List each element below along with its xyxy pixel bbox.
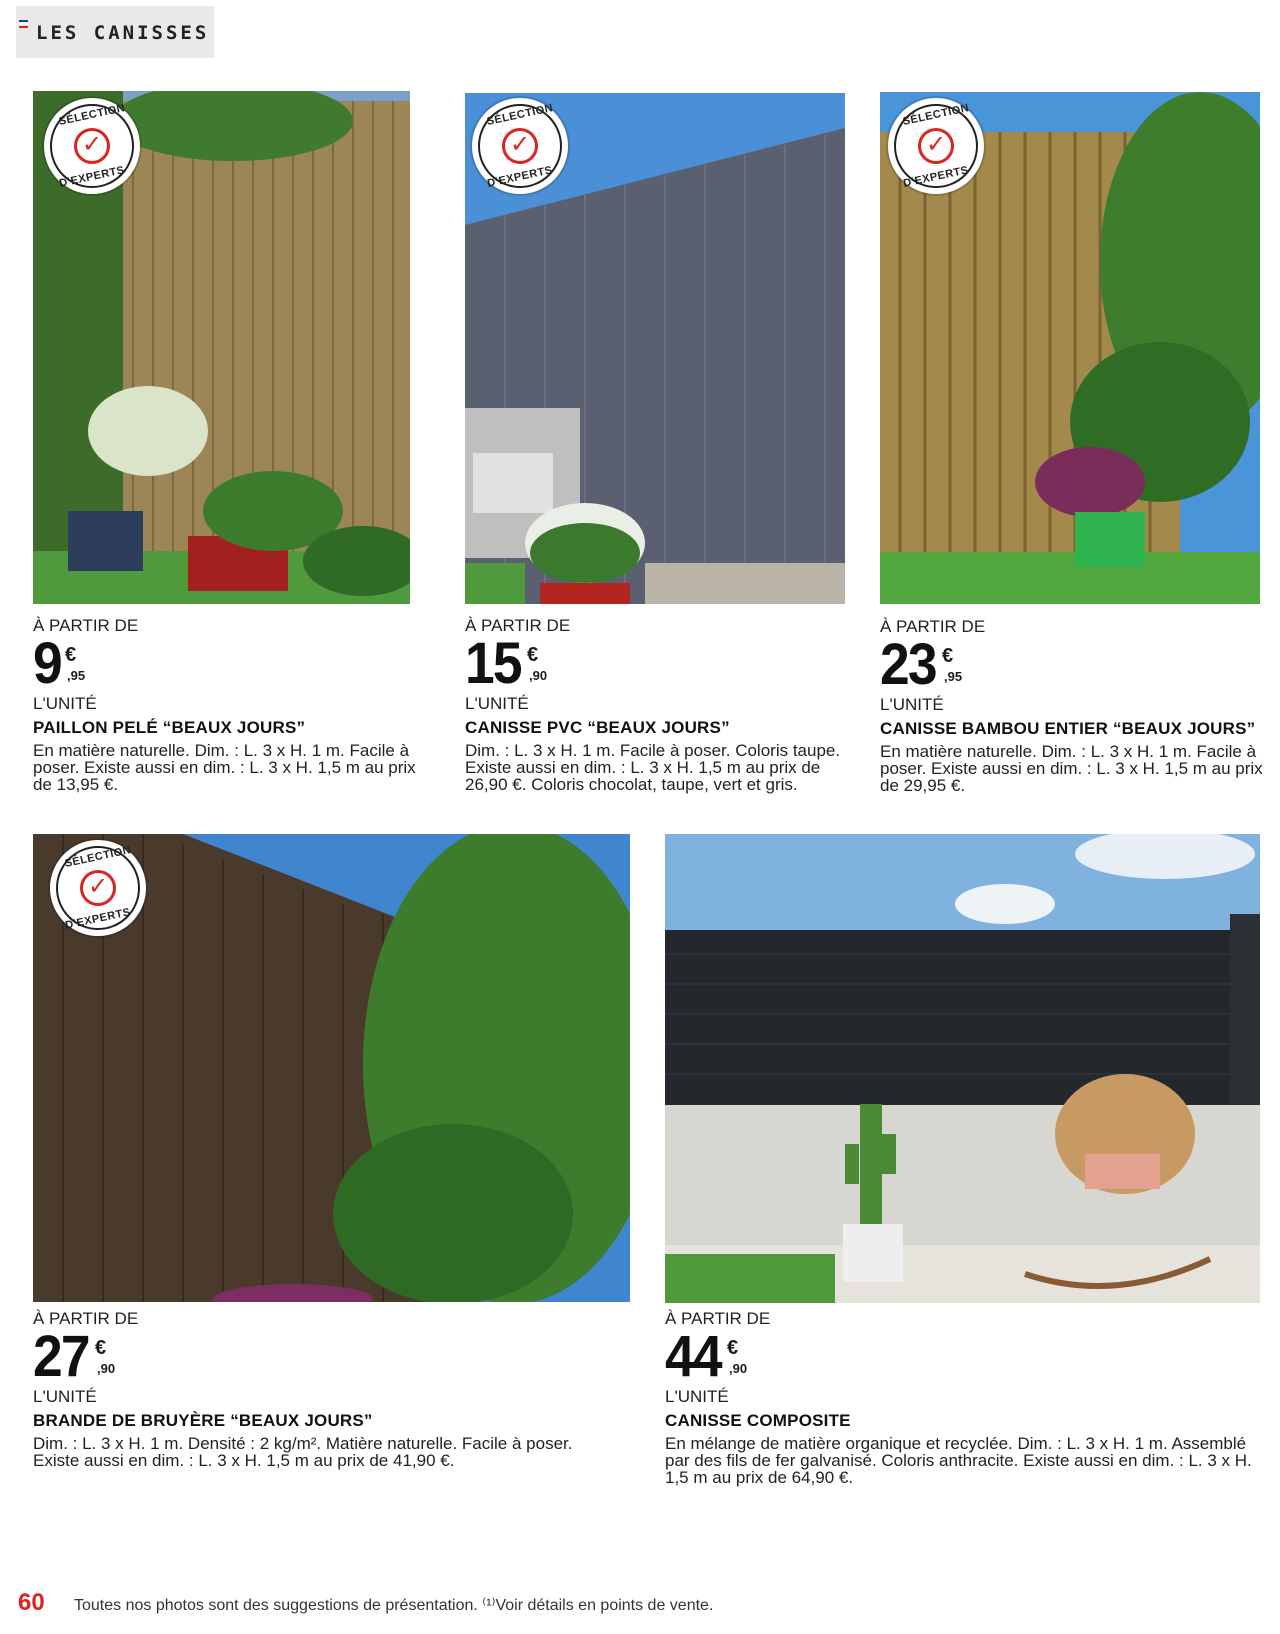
section-title: LES CANISSES	[36, 22, 210, 44]
product-name: BRANDE DE BRUYÈRE “BEAUX JOURS”	[33, 1411, 373, 1430]
price-decimals: ,95	[67, 668, 86, 683]
badge-bottom-text: D'EXPERTS	[902, 164, 970, 190]
price-integer: 27	[33, 1324, 89, 1389]
price-currency: €	[65, 644, 77, 666]
price-decimals: ,95	[944, 669, 963, 684]
product-canisse-pvc	[465, 616, 860, 793]
selection-experts-badge	[888, 98, 984, 194]
badge-bottom-text: D'EXPERTS	[58, 164, 126, 190]
product-description: En mélange de matière organique et recyclée. Dim. : L. 3 x H. 1 m. Assemblé par des fils de fer galvanisé. Coloris anthracite. Existe aussi en dim. : L. 3 x H. 1,5 m au prix de 64,90 €.	[665, 1434, 1252, 1487]
footer-note: Toutes nos photos sont des suggestions de présentation. ⁽¹⁾Voir détails en points de vente.	[74, 1597, 714, 1614]
from-label: À PARTIR DE	[665, 1309, 771, 1328]
badge-bottom-text: D'EXPERTS	[486, 164, 554, 190]
product-canisse-bambou	[880, 617, 1265, 794]
unit-label: L'UNITÉ	[880, 695, 944, 714]
price-integer: 23	[880, 632, 936, 697]
badge-top-text: SÉLECTION	[901, 102, 971, 128]
price	[465, 631, 860, 696]
product-description: En matière naturelle. Dim. : L. 3 x H. 1 m. Facile à poser. Existe aussi en dim. : L. 3 x H. 1,5 m au prix de 29,95 €.	[880, 742, 1263, 795]
price	[665, 1324, 1265, 1389]
badge-bottom-text: D'EXPERTS	[64, 906, 132, 932]
badge-top-text: SÉLECTION	[57, 102, 127, 128]
price-currency: €	[727, 1337, 739, 1359]
unit-label: L'UNITÉ	[465, 694, 529, 713]
unit-label: L'UNITÉ	[665, 1387, 729, 1406]
price	[880, 632, 1265, 697]
selection-experts-badge	[44, 98, 140, 194]
price-currency: €	[942, 645, 954, 667]
product-description: Dim. : L. 3 x H. 1 m. Facile à poser. Coloris taupe. Existe aussi en dim. : L. 3 x H. 1,5 m au prix de 26,90 €. Coloris chocolat, taupe, vert et gris.	[465, 741, 841, 794]
badge-top-text: SÉLECTION	[485, 102, 555, 128]
from-label: À PARTIR DE	[880, 617, 986, 636]
flag-icon	[19, 20, 28, 29]
product-description: En matière naturelle. Dim. : L. 3 x H. 1 m. Facile à poser. Existe aussi en dim. : L. 3 x H. 1,5 m au prix de 13,95 €.	[33, 741, 416, 794]
price-currency: €	[527, 644, 539, 666]
product-canisse-composite	[665, 1309, 1265, 1486]
price-integer: 9	[33, 631, 61, 696]
from-label: À PARTIR DE	[33, 1309, 139, 1328]
product-paillon-pele	[33, 616, 418, 793]
check-icon: ✓	[74, 128, 110, 164]
product-name: CANISSE PVC “BEAUX JOURS”	[465, 718, 730, 737]
price-decimals: ,90	[97, 1361, 116, 1376]
price	[33, 1324, 603, 1389]
price-decimals: ,90	[529, 668, 548, 683]
price-decimals: ,90	[729, 1361, 748, 1376]
price-integer: 44	[665, 1324, 721, 1389]
check-icon: ✓	[918, 128, 954, 164]
product-description: Dim. : L. 3 x H. 1 m. Densité : 2 kg/m². Matière naturelle. Facile à poser. Existe aussi en dim. : L. 3 x H. 1,5 m au prix de 41,90 €.	[33, 1434, 573, 1470]
unit-label: L'UNITÉ	[33, 694, 97, 713]
price-currency: €	[95, 1337, 107, 1359]
product-photo-composite	[665, 834, 1260, 1303]
price-integer: 15	[465, 631, 521, 696]
page-number: 60	[18, 1589, 45, 1616]
unit-label: L'UNITÉ	[33, 1387, 97, 1406]
from-label: À PARTIR DE	[33, 616, 139, 635]
check-icon: ✓	[502, 128, 538, 164]
product-name: CANISSE COMPOSITE	[665, 1411, 851, 1430]
product-brande-bruyere	[33, 1309, 603, 1469]
from-label: À PARTIR DE	[465, 616, 571, 635]
badge-top-text: SÉLECTION	[63, 844, 133, 870]
price	[33, 631, 418, 696]
check-icon: ✓	[80, 870, 116, 906]
section-header	[16, 6, 214, 58]
selection-experts-badge	[50, 840, 146, 936]
product-name: PAILLON PELÉ “BEAUX JOURS”	[33, 718, 306, 737]
selection-experts-badge	[472, 98, 568, 194]
product-name: CANISSE BAMBOU ENTIER “BEAUX JOURS”	[880, 719, 1256, 738]
